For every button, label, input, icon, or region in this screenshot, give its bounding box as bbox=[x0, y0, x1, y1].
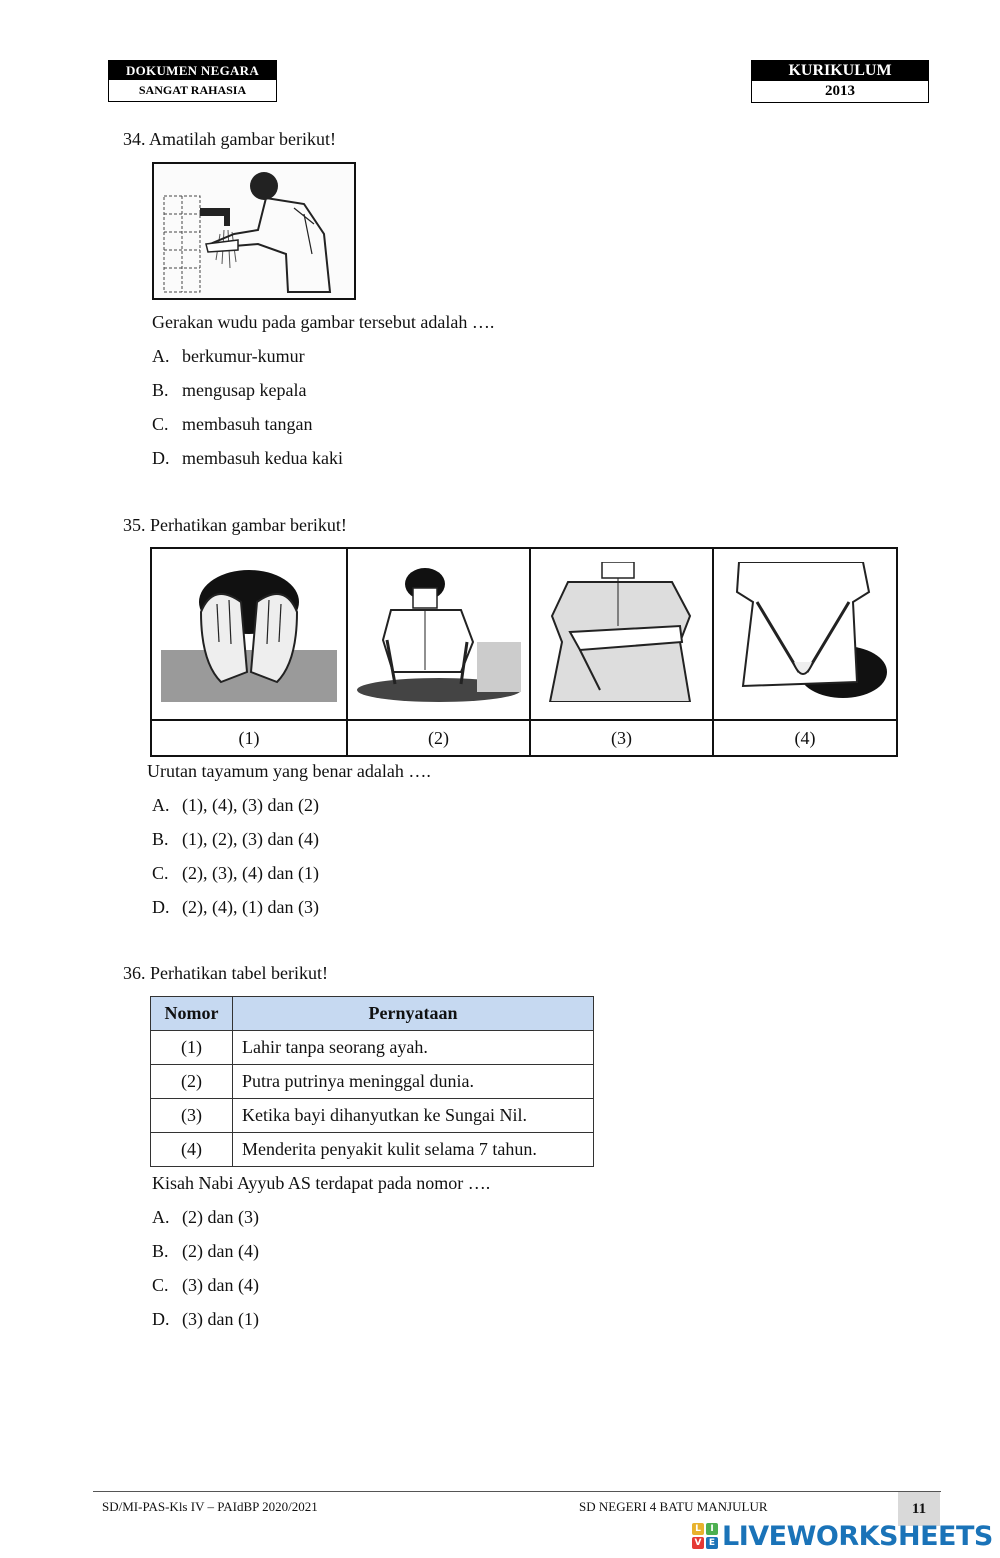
logo-block: I bbox=[706, 1523, 718, 1535]
row-statement: Ketika bayi dihanyutkan ke Sungai Nil. bbox=[233, 1099, 594, 1133]
q35-option-b[interactable] bbox=[152, 828, 319, 850]
q34-title: 34. Amatilah gambar berikut! bbox=[123, 129, 336, 149]
row-number: (3) bbox=[151, 1099, 233, 1133]
row-statement: Menderita penyakit kulit selama 7 tahun. bbox=[233, 1133, 594, 1167]
sangat-rahasia-label: SANGAT RAHASIA bbox=[109, 80, 276, 101]
table-header-nomor: Nomor bbox=[151, 997, 233, 1031]
logo-block: V bbox=[692, 1537, 704, 1549]
row-statement: Lahir tanpa seorang ayah. bbox=[233, 1031, 594, 1065]
logo-blocks-icon bbox=[692, 1523, 718, 1549]
option-letter: B. bbox=[152, 1241, 169, 1261]
tayamum-step-1-image bbox=[151, 548, 347, 720]
table-row bbox=[151, 1065, 594, 1099]
tayamum-label-3: (3) bbox=[530, 720, 713, 756]
q34-option-b[interactable] bbox=[152, 379, 306, 401]
option-text: (2), (3), (4) dan (1) bbox=[182, 863, 319, 883]
row-number: (2) bbox=[151, 1065, 233, 1099]
logo-block: L bbox=[692, 1523, 704, 1535]
q34-option-c[interactable] bbox=[152, 413, 312, 435]
q36-option-b[interactable] bbox=[152, 1240, 259, 1262]
row-statement: Putra putrinya meninggal dunia. bbox=[233, 1065, 594, 1099]
q36-option-d[interactable] bbox=[152, 1308, 259, 1330]
option-text: (1), (4), (3) dan (2) bbox=[182, 795, 319, 815]
option-letter: C. bbox=[152, 414, 169, 434]
option-text: (2) dan (4) bbox=[182, 1241, 259, 1261]
option-text: mengusap kepala bbox=[182, 380, 307, 400]
footer-school-name: SD NEGERI 4 BATU MANJULUR bbox=[579, 1499, 768, 1514]
option-letter: A. bbox=[152, 795, 170, 815]
liveworksheets-logo[interactable] bbox=[692, 1519, 993, 1553]
q35-title: 35. Perhatikan gambar berikut! bbox=[123, 515, 347, 535]
q34-option-d[interactable] bbox=[152, 447, 343, 469]
option-letter: D. bbox=[152, 897, 170, 917]
tayamum-label-4: (4) bbox=[713, 720, 897, 756]
footer-divider bbox=[93, 1491, 941, 1492]
option-text: (3) dan (4) bbox=[182, 1275, 259, 1295]
q36-option-a[interactable] bbox=[152, 1206, 259, 1228]
tayamum-step-3-image bbox=[530, 548, 713, 720]
q36-option-c[interactable] bbox=[152, 1274, 259, 1296]
option-text: (3) dan (1) bbox=[182, 1309, 259, 1329]
tayamum-label-2: (2) bbox=[347, 720, 530, 756]
q35-option-a[interactable] bbox=[152, 794, 319, 816]
table-row bbox=[151, 1133, 594, 1167]
option-letter: C. bbox=[152, 863, 169, 883]
header-left-box bbox=[108, 60, 277, 102]
q34-option-a[interactable] bbox=[152, 345, 305, 367]
q35-option-c[interactable] bbox=[152, 862, 319, 884]
q34-handwashing-illustration bbox=[152, 162, 356, 300]
q36-title: 36. Perhatikan tabel berikut! bbox=[123, 963, 328, 983]
q35-option-d[interactable] bbox=[152, 896, 319, 918]
tayamum-label-1: (1) bbox=[151, 720, 347, 756]
option-letter: A. bbox=[152, 346, 170, 366]
logo-wordmark: LIVEWORKSHEETS bbox=[722, 1520, 993, 1552]
row-number: (4) bbox=[151, 1133, 233, 1167]
option-letter: D. bbox=[152, 448, 170, 468]
kurikulum-label: KURIKULUM bbox=[752, 61, 928, 81]
table-row bbox=[151, 1099, 594, 1133]
option-text: membasuh kedua kaki bbox=[182, 448, 343, 468]
option-letter: D. bbox=[152, 1309, 170, 1329]
q36-question: Kisah Nabi Ayyub AS terdapat pada nomor …. bbox=[152, 1173, 491, 1193]
table-header-pernyataan: Pernyataan bbox=[233, 997, 594, 1031]
option-text: membasuh tangan bbox=[182, 414, 313, 434]
option-text: berkumur-kumur bbox=[182, 346, 305, 366]
q35-image-grid bbox=[150, 547, 898, 757]
logo-block: E bbox=[706, 1537, 718, 1549]
tayamum-step-2-image bbox=[347, 548, 530, 720]
option-text: (2), (4), (1) dan (3) bbox=[182, 897, 319, 917]
footer-exam-code: SD/MI-PAS-Kls IV – PAIdBP 2020/2021 bbox=[102, 1499, 318, 1514]
row-number: (1) bbox=[151, 1031, 233, 1065]
table-row bbox=[151, 1031, 594, 1065]
q36-statement-table bbox=[150, 996, 594, 1167]
page-number: 11 bbox=[898, 1492, 940, 1526]
option-letter: B. bbox=[152, 380, 169, 400]
header-right-box bbox=[751, 60, 929, 103]
option-text: (1), (2), (3) dan (4) bbox=[182, 829, 319, 849]
q35-question: Urutan tayamum yang benar adalah …. bbox=[147, 761, 431, 781]
kurikulum-year: 2013 bbox=[752, 81, 928, 102]
q34-question: Gerakan wudu pada gambar tersebut adalah …. bbox=[152, 312, 495, 332]
option-letter: A. bbox=[152, 1207, 170, 1227]
tayamum-step-4-image bbox=[713, 548, 897, 720]
option-letter: C. bbox=[152, 1275, 169, 1295]
option-text: (2) dan (3) bbox=[182, 1207, 259, 1227]
option-letter: B. bbox=[152, 829, 169, 849]
dokumen-negara-label: DOKUMEN NEGARA bbox=[109, 61, 276, 80]
